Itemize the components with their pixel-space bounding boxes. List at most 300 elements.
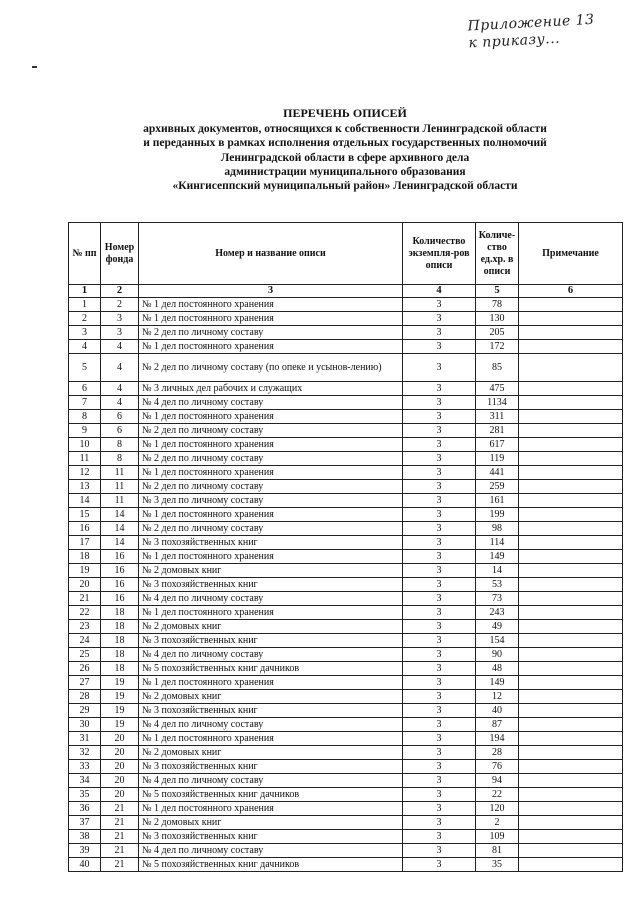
- cell-inventory-name: № 4 дел по личному составу: [139, 592, 403, 606]
- cell-number: 39: [69, 844, 101, 858]
- cell-number: 40: [69, 858, 101, 872]
- cell-note: [519, 844, 623, 858]
- cell-number: 22: [69, 606, 101, 620]
- cell-inventory-name: № 3 похозяйственных книг: [139, 634, 403, 648]
- cell-note: [519, 690, 623, 704]
- table-row: [69, 480, 623, 494]
- cell-copies: 3: [403, 802, 476, 816]
- table-row: [69, 340, 623, 354]
- cell-fund: 21: [101, 830, 139, 844]
- column-number: 2: [101, 285, 139, 298]
- cell-copies: 3: [403, 396, 476, 410]
- header-number: № пп: [69, 223, 101, 285]
- cell-note: [519, 830, 623, 844]
- cell-number: 6: [69, 382, 101, 396]
- cell-note: [519, 774, 623, 788]
- cell-copies: 3: [403, 718, 476, 732]
- cell-fund: 16: [101, 578, 139, 592]
- cell-fund: 14: [101, 536, 139, 550]
- cell-inventory-name: № 3 похозяйственных книг: [139, 760, 403, 774]
- table-row: [69, 298, 623, 312]
- cell-number: 27: [69, 676, 101, 690]
- cell-note: [519, 564, 623, 578]
- cell-number: 35: [69, 788, 101, 802]
- cell-inventory-name: № 2 дел по личному составу: [139, 522, 403, 536]
- cell-inventory-name: № 4 дел по личному составу: [139, 844, 403, 858]
- cell-inventory-name: № 3 похозяйственных книг: [139, 536, 403, 550]
- cell-number: 1: [69, 298, 101, 312]
- cell-fund: 18: [101, 634, 139, 648]
- cell-copies: 3: [403, 466, 476, 480]
- cell-fund: 4: [101, 396, 139, 410]
- cell-copies: 3: [403, 494, 476, 508]
- scan-mark: [32, 66, 37, 68]
- cell-note: [519, 592, 623, 606]
- cell-fund: 11: [101, 466, 139, 480]
- cell-number: 38: [69, 830, 101, 844]
- cell-number: 28: [69, 690, 101, 704]
- cell-units: 172: [476, 340, 519, 354]
- cell-fund: 16: [101, 550, 139, 564]
- cell-fund: 19: [101, 704, 139, 718]
- cell-number: 13: [69, 480, 101, 494]
- column-number: 6: [519, 285, 623, 298]
- table-row: [69, 830, 623, 844]
- cell-units: 98: [476, 522, 519, 536]
- table-row: [69, 564, 623, 578]
- header-row: [69, 223, 623, 285]
- cell-fund: 6: [101, 424, 139, 438]
- table-row: [69, 592, 623, 606]
- cell-note: [519, 704, 623, 718]
- cell-fund: 11: [101, 494, 139, 508]
- table-row: [69, 718, 623, 732]
- cell-fund: 21: [101, 858, 139, 872]
- cell-fund: 3: [101, 312, 139, 326]
- cell-copies: 3: [403, 620, 476, 634]
- table-row: [69, 662, 623, 676]
- table-row: [69, 508, 623, 522]
- cell-fund: 18: [101, 648, 139, 662]
- header-note: Примечание: [519, 223, 623, 285]
- column-number: 3: [139, 285, 403, 298]
- cell-copies: 3: [403, 424, 476, 438]
- cell-inventory-name: № 2 дел по личному составу (по опеке и усынов-лению): [139, 354, 403, 382]
- cell-inventory-name: № 2 домовых книг: [139, 746, 403, 760]
- cell-note: [519, 676, 623, 690]
- cell-units: 81: [476, 844, 519, 858]
- cell-inventory-name: № 1 дел постоянного хранения: [139, 606, 403, 620]
- table-row: [69, 634, 623, 648]
- cell-fund: 20: [101, 746, 139, 760]
- cell-units: 49: [476, 620, 519, 634]
- table-row: [69, 438, 623, 452]
- cell-inventory-name: № 2 домовых книг: [139, 816, 403, 830]
- cell-number: 19: [69, 564, 101, 578]
- cell-copies: 3: [403, 312, 476, 326]
- cell-copies: 3: [403, 830, 476, 844]
- cell-number: 4: [69, 340, 101, 354]
- table-row: [69, 382, 623, 396]
- cell-fund: 8: [101, 452, 139, 466]
- cell-note: [519, 298, 623, 312]
- cell-units: 90: [476, 648, 519, 662]
- cell-number: 20: [69, 578, 101, 592]
- cell-units: 243: [476, 606, 519, 620]
- cell-note: [519, 452, 623, 466]
- cell-copies: 3: [403, 452, 476, 466]
- cell-inventory-name: № 1 дел постоянного хранения: [139, 340, 403, 354]
- cell-copies: 3: [403, 578, 476, 592]
- table-row: [69, 690, 623, 704]
- cell-number: 14: [69, 494, 101, 508]
- cell-number: 32: [69, 746, 101, 760]
- cell-fund: 6: [101, 410, 139, 424]
- cell-number: 5: [69, 354, 101, 382]
- cell-fund: 19: [101, 676, 139, 690]
- cell-units: 22: [476, 788, 519, 802]
- cell-inventory-name: № 3 дел по личному составу: [139, 494, 403, 508]
- cell-fund: 11: [101, 480, 139, 494]
- document-title: ПЕРЕЧЕНЬ ОПИСЕЙ: [283, 106, 407, 120]
- table-row: [69, 312, 623, 326]
- cell-units: 2: [476, 816, 519, 830]
- cell-number: 30: [69, 718, 101, 732]
- cell-copies: 3: [403, 298, 476, 312]
- cell-inventory-name: № 5 похозяйственных книг дачников: [139, 788, 403, 802]
- cell-note: [519, 326, 623, 340]
- cell-number: 10: [69, 438, 101, 452]
- cell-fund: 4: [101, 354, 139, 382]
- cell-note: [519, 648, 623, 662]
- cell-fund: 20: [101, 732, 139, 746]
- cell-units: 617: [476, 438, 519, 452]
- cell-units: 85: [476, 354, 519, 382]
- cell-copies: 3: [403, 326, 476, 340]
- cell-copies: 3: [403, 662, 476, 676]
- table-row: [69, 424, 623, 438]
- cell-units: 259: [476, 480, 519, 494]
- table-row: [69, 494, 623, 508]
- cell-copies: 3: [403, 480, 476, 494]
- cell-units: 199: [476, 508, 519, 522]
- cell-inventory-name: № 3 похозяйственных книг: [139, 830, 403, 844]
- cell-number: 37: [69, 816, 101, 830]
- cell-copies: 3: [403, 760, 476, 774]
- column-number: 1: [69, 285, 101, 298]
- cell-fund: 20: [101, 788, 139, 802]
- cell-number: 15: [69, 508, 101, 522]
- cell-copies: 3: [403, 550, 476, 564]
- cell-fund: 18: [101, 662, 139, 676]
- cell-note: [519, 746, 623, 760]
- column-number-row: [69, 285, 623, 298]
- cell-units: 35: [476, 858, 519, 872]
- cell-fund: 8: [101, 438, 139, 452]
- cell-copies: 3: [403, 340, 476, 354]
- table-row: [69, 410, 623, 424]
- cell-copies: 3: [403, 788, 476, 802]
- cell-inventory-name: № 2 дел по личному составу: [139, 452, 403, 466]
- cell-inventory-name: № 1 дел постоянного хранения: [139, 312, 403, 326]
- cell-units: 149: [476, 676, 519, 690]
- cell-copies: 3: [403, 774, 476, 788]
- subtitle-line: администрации муниципального образования: [224, 165, 466, 178]
- cell-fund: 3: [101, 326, 139, 340]
- cell-units: 441: [476, 466, 519, 480]
- cell-copies: 3: [403, 508, 476, 522]
- cell-fund: 16: [101, 564, 139, 578]
- cell-inventory-name: № 1 дел постоянного хранения: [139, 298, 403, 312]
- table-row: [69, 550, 623, 564]
- cell-units: 94: [476, 774, 519, 788]
- cell-note: [519, 354, 623, 382]
- cell-units: 73: [476, 592, 519, 606]
- table-row: [69, 676, 623, 690]
- subtitle-line: Ленинградской области в сфере архивного дела: [220, 151, 470, 164]
- table-row: [69, 816, 623, 830]
- cell-copies: 3: [403, 536, 476, 550]
- cell-fund: 20: [101, 760, 139, 774]
- subtitle-line: архивных документов, относящихся к собственности Ленинградской области: [143, 123, 547, 136]
- header-units: Количе-ство ед.хр. в описи: [476, 223, 519, 285]
- cell-copies: 3: [403, 522, 476, 536]
- column-number: 5: [476, 285, 519, 298]
- cell-inventory-name: № 4 дел по личному составу: [139, 774, 403, 788]
- table-row: [69, 844, 623, 858]
- cell-note: [519, 536, 623, 550]
- header-fund: Номер фонда: [101, 223, 139, 285]
- cell-units: 119: [476, 452, 519, 466]
- cell-inventory-name: № 1 дел постоянного хранения: [139, 676, 403, 690]
- cell-inventory-name: № 2 дел по личному составу: [139, 424, 403, 438]
- cell-inventory-name: № 1 дел постоянного хранения: [139, 466, 403, 480]
- cell-units: 12: [476, 690, 519, 704]
- table-row: [69, 522, 623, 536]
- cell-note: [519, 662, 623, 676]
- cell-units: 475: [476, 382, 519, 396]
- cell-copies: 3: [403, 676, 476, 690]
- cell-inventory-name: № 1 дел постоянного хранения: [139, 550, 403, 564]
- handwritten-note: [467, 10, 639, 53]
- cell-number: 11: [69, 452, 101, 466]
- cell-note: [519, 438, 623, 452]
- cell-units: 149: [476, 550, 519, 564]
- cell-note: [519, 858, 623, 872]
- cell-fund: 4: [101, 382, 139, 396]
- cell-number: 29: [69, 704, 101, 718]
- cell-copies: 3: [403, 704, 476, 718]
- cell-units: 114: [476, 536, 519, 550]
- table-row: [69, 858, 623, 872]
- cell-inventory-name: № 2 дел по личному составу: [139, 480, 403, 494]
- cell-note: [519, 732, 623, 746]
- cell-inventory-name: № 5 похозяйственных книг дачников: [139, 662, 403, 676]
- cell-copies: 3: [403, 816, 476, 830]
- cell-number: 16: [69, 522, 101, 536]
- cell-note: [519, 816, 623, 830]
- inventory-table: [68, 222, 623, 872]
- cell-copies: 3: [403, 592, 476, 606]
- cell-units: 120: [476, 802, 519, 816]
- cell-inventory-name: № 3 личных дел рабочих и служащих: [139, 382, 403, 396]
- cell-units: 48: [476, 662, 519, 676]
- cell-units: 53: [476, 578, 519, 592]
- cell-units: 205: [476, 326, 519, 340]
- cell-number: 3: [69, 326, 101, 340]
- subtitle-line: и переданных в рамках исполнения отдельных государственных полномочий: [143, 137, 547, 150]
- cell-inventory-name: № 1 дел постоянного хранения: [139, 732, 403, 746]
- cell-units: 14: [476, 564, 519, 578]
- cell-fund: 18: [101, 620, 139, 634]
- table-row: [69, 536, 623, 550]
- table-row: [69, 578, 623, 592]
- cell-units: 109: [476, 830, 519, 844]
- cell-inventory-name: № 1 дел постоянного хранения: [139, 508, 403, 522]
- cell-inventory-name: № 5 похозяйственных книг дачников: [139, 858, 403, 872]
- cell-copies: 3: [403, 746, 476, 760]
- cell-inventory-name: № 3 похозяйственных книг: [139, 704, 403, 718]
- cell-units: 311: [476, 410, 519, 424]
- cell-inventory-name: № 4 дел по личному составу: [139, 718, 403, 732]
- cell-number: 2: [69, 312, 101, 326]
- cell-fund: 2: [101, 298, 139, 312]
- cell-note: [519, 410, 623, 424]
- cell-note: [519, 802, 623, 816]
- cell-number: 24: [69, 634, 101, 648]
- header-inventory-name: Номер и название описи: [139, 223, 403, 285]
- cell-number: 25: [69, 648, 101, 662]
- cell-copies: 3: [403, 382, 476, 396]
- handwritten-note-line: к приказу...: [468, 30, 561, 52]
- cell-copies: 3: [403, 410, 476, 424]
- cell-inventory-name: № 1 дел постоянного хранения: [139, 802, 403, 816]
- cell-fund: 19: [101, 718, 139, 732]
- table-row: [69, 774, 623, 788]
- cell-fund: 19: [101, 690, 139, 704]
- cell-fund: 4: [101, 340, 139, 354]
- cell-note: [519, 550, 623, 564]
- cell-inventory-name: № 2 домовых книг: [139, 690, 403, 704]
- cell-note: [519, 578, 623, 592]
- cell-number: 9: [69, 424, 101, 438]
- cell-number: 7: [69, 396, 101, 410]
- cell-fund: 18: [101, 606, 139, 620]
- cell-units: 76: [476, 760, 519, 774]
- cell-inventory-name: № 1 дел постоянного хранения: [139, 410, 403, 424]
- cell-copies: 3: [403, 606, 476, 620]
- cell-note: [519, 480, 623, 494]
- cell-number: 8: [69, 410, 101, 424]
- cell-number: 18: [69, 550, 101, 564]
- table-row: [69, 648, 623, 662]
- cell-note: [519, 340, 623, 354]
- cell-units: 78: [476, 298, 519, 312]
- table-row: [69, 606, 623, 620]
- cell-inventory-name: № 1 дел постоянного хранения: [139, 438, 403, 452]
- cell-units: 161: [476, 494, 519, 508]
- cell-note: [519, 424, 623, 438]
- cell-note: [519, 396, 623, 410]
- cell-copies: 3: [403, 690, 476, 704]
- cell-units: 194: [476, 732, 519, 746]
- cell-fund: 21: [101, 816, 139, 830]
- table-row: [69, 746, 623, 760]
- cell-copies: 3: [403, 844, 476, 858]
- cell-number: 26: [69, 662, 101, 676]
- cell-units: 1134: [476, 396, 519, 410]
- cell-inventory-name: № 2 домовых книг: [139, 620, 403, 634]
- cell-note: [519, 508, 623, 522]
- cell-fund: 16: [101, 592, 139, 606]
- cell-note: [519, 788, 623, 802]
- cell-note: [519, 522, 623, 536]
- table-row: [69, 802, 623, 816]
- table-row: [69, 452, 623, 466]
- cell-units: 281: [476, 424, 519, 438]
- cell-note: [519, 382, 623, 396]
- cell-number: 12: [69, 466, 101, 480]
- cell-note: [519, 494, 623, 508]
- table-row: [69, 704, 623, 718]
- subtitle-line: «Кингисеппский муниципальный район» Ленинградской области: [172, 180, 518, 193]
- cell-copies: 3: [403, 648, 476, 662]
- cell-number: 21: [69, 592, 101, 606]
- handwritten-note-line: Приложение 13: [467, 11, 595, 35]
- cell-number: 31: [69, 732, 101, 746]
- cell-note: [519, 718, 623, 732]
- cell-fund: 14: [101, 508, 139, 522]
- cell-note: [519, 634, 623, 648]
- cell-number: 23: [69, 620, 101, 634]
- cell-inventory-name: № 2 дел по личному составу: [139, 326, 403, 340]
- cell-fund: 21: [101, 844, 139, 858]
- cell-inventory-name: № 2 домовых книг: [139, 564, 403, 578]
- table-row: [69, 326, 623, 340]
- cell-number: 34: [69, 774, 101, 788]
- cell-copies: 3: [403, 354, 476, 382]
- cell-number: 36: [69, 802, 101, 816]
- cell-fund: 14: [101, 522, 139, 536]
- table-row: [69, 396, 623, 410]
- table-row: [69, 354, 623, 382]
- cell-note: [519, 760, 623, 774]
- cell-inventory-name: № 4 дел по личному составу: [139, 396, 403, 410]
- cell-number: 33: [69, 760, 101, 774]
- cell-copies: 3: [403, 438, 476, 452]
- cell-note: [519, 466, 623, 480]
- cell-note: [519, 606, 623, 620]
- table-row: [69, 466, 623, 480]
- cell-units: 40: [476, 704, 519, 718]
- cell-units: 154: [476, 634, 519, 648]
- table-row: [69, 788, 623, 802]
- cell-units: 130: [476, 312, 519, 326]
- cell-units: 28: [476, 746, 519, 760]
- cell-copies: 3: [403, 564, 476, 578]
- table-row: [69, 620, 623, 634]
- cell-number: 17: [69, 536, 101, 550]
- column-number: 4: [403, 285, 476, 298]
- cell-note: [519, 620, 623, 634]
- cell-copies: 3: [403, 634, 476, 648]
- cell-inventory-name: № 4 дел по личному составу: [139, 648, 403, 662]
- cell-inventory-name: № 3 похозяйственных книг: [139, 578, 403, 592]
- cell-units: 87: [476, 718, 519, 732]
- cell-copies: 3: [403, 732, 476, 746]
- cell-copies: 3: [403, 858, 476, 872]
- document-heading: [70, 106, 620, 193]
